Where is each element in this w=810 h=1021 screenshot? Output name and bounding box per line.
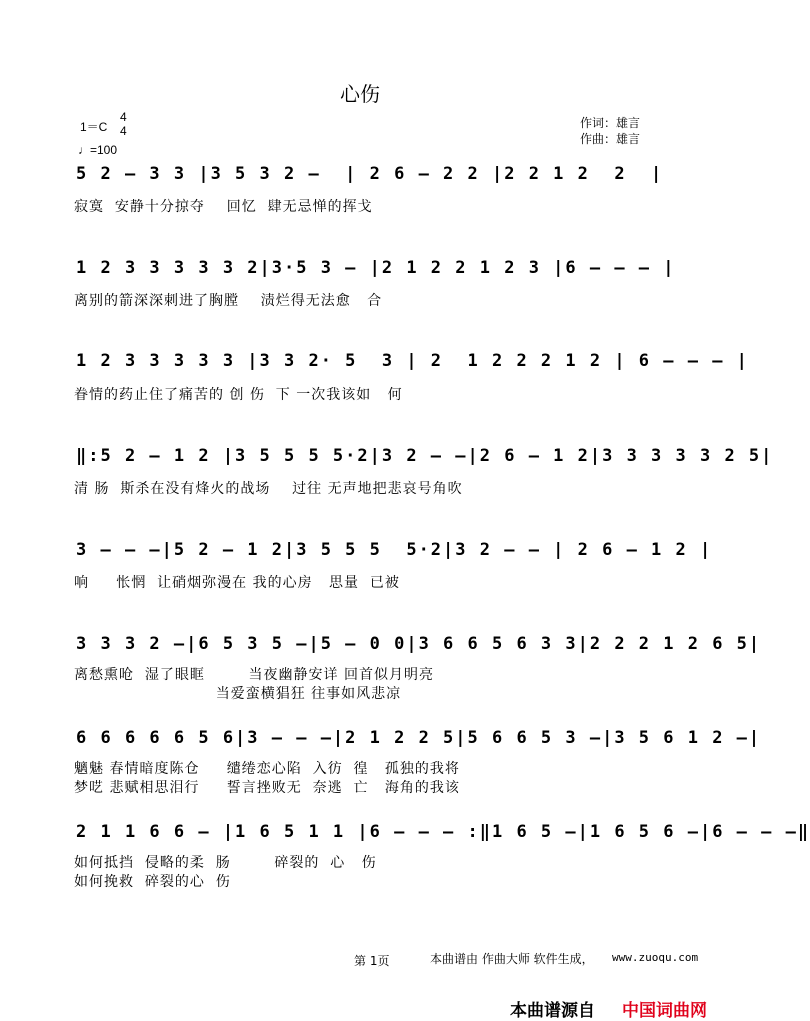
page-number: 第 1页 [354, 954, 390, 968]
notation-row-8: 2 1 1 6 6 – |1 6 5 1 1 |6 – – – :‖1 6 5 –|1 6 5 6 –|6 – – –‖ [76, 822, 810, 842]
notation-row-1: 5 2 – 3 3 |3 5 3 2 – | 2 6 – 2 2 |2 2 1 2 2 | [76, 164, 664, 184]
composer-credit: 作曲：雄言 [580, 132, 641, 146]
source-label: 本曲谱源自 [510, 1001, 595, 1021]
notation-row-3: 1 2 3 3 3 3 3 |3 3 2· 5 3 | 2 1 2 2 2 1 2 | 6 – – – | [76, 351, 749, 371]
time-signature-top: 4 [120, 110, 127, 124]
software-link[interactable]: www.zuoqu.com [612, 951, 699, 964]
time-signature-bottom: 4 [120, 124, 127, 138]
lyric-row-5: 响 怅惘 让硝烟弥漫在 我的心房 思量 已被 [74, 575, 400, 591]
notation-row-6: 3 3 3 2 –|6 5 3 5 –|5 – 0 0|3 6 6 5 6 3 3|2 2 2 1 2 6 5| [76, 634, 762, 654]
tempo-marking: ♩=100 [78, 143, 118, 157]
lyric-row-4: 清 肠 斯杀在没有烽火的战场 过往 无声地把悲哀号角吹 [74, 481, 463, 497]
lyric-row-8-verse-2: 如何挽救 碎裂的心 伤 [74, 874, 231, 890]
notation-row-5: 3 – – –|5 2 – 1 2|3 5 5 5 5·2|3 2 – – | 2 6 – 1 2 | [76, 540, 713, 560]
lyric-row-6: 离愁熏呛 湿了眼眶 当夜幽静安详 回首似月明亮 [74, 667, 434, 683]
notation-row-4: ‖:5 2 – 1 2 |3 5 5 5 5·2|3 2 – –|2 6 – 1 2|3 3 3 3 3 2 5| [76, 446, 774, 466]
lyric-row-6-verse-2: 当爱蛮横猖狂 往事如风悲凉 [74, 686, 402, 702]
lyric-row-1: 寂寞 安静十分掠夺 回忆 肆无忌惮的挥戈 [74, 199, 373, 215]
lyric-row-7-verse-2: 梦呓 悲赋相思泪行 誓言挫败无 奈逃 亡 海角的我该 [74, 780, 460, 796]
source-brand-logo: 中国词曲网 [622, 1001, 707, 1021]
score-title: 心伤 [340, 82, 380, 106]
software-credit: 本曲谱由 作曲大师 软件生成， [430, 952, 594, 966]
lyric-row-8: 如何抵挡 侵略的柔 肠 碎裂的 心 伤 [74, 855, 377, 871]
lyric-row-2: 离别的箭深深刺进了胸膛 渍烂得无法愈 合 [74, 293, 383, 309]
lyricist-credit: 作词：雄言 [580, 116, 641, 130]
key-signature: 1＝C [80, 120, 108, 134]
lyric-row-3: 眷情的药止住了痛苦的 创 伤 下 一次我该如 何 [74, 387, 403, 403]
lyric-row-7: 魑魅 春情暗度陈仓 缱绻恋心陷 入彷 徨 孤独的我将 [74, 761, 460, 777]
notation-row-7: 6 6 6 6 6 5 6|3 – – –|2 1 2 2 5|5 6 6 5 3 –|3 5 6 1 2 –| [76, 728, 762, 748]
time-signature [120, 110, 127, 138]
notation-row-2: 1 2 3 3 3 3 3 2|3·5 3 – |2 1 2 2 1 2 3 |6 – – – | [76, 258, 676, 278]
